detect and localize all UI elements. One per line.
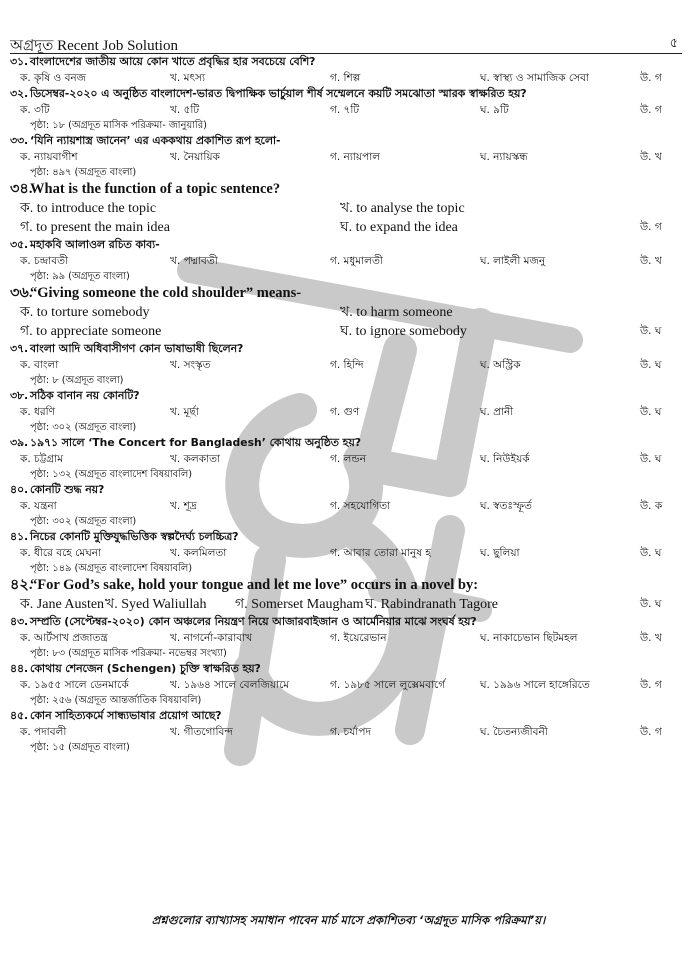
question-number: ৪১.	[10, 530, 29, 543]
option: গ. শিল্প	[330, 72, 361, 84]
question-line	[10, 529, 690, 545]
option: ঘ. ১৯৯৬ সালে হাঙ্গেরিতে	[480, 679, 590, 691]
question-text: বাংলা আদি অধিবাসীগণ কোন ভাষাভাষী ছিলেন?	[30, 342, 244, 355]
question-number: ৩৭.	[10, 342, 29, 355]
options-row	[10, 199, 690, 218]
question-line	[10, 341, 690, 357]
question-text: ১৯৭১ সালে ‘The Concert for Bangladesh’ কোথায় অনুষ্ঠিত হয়?	[30, 436, 361, 449]
option: ঘ. Rabindranath Tagore	[365, 597, 498, 612]
page-reference: পৃষ্ঠা: ৮ (অগ্রদূত বাংলা)	[30, 375, 124, 386]
question-line	[10, 661, 690, 677]
page-reference: পৃষ্ঠা: ৩০২ (অগ্রদূত বাংলা)	[30, 516, 137, 527]
option: খ. সংস্কৃত	[170, 359, 211, 371]
options-row	[10, 498, 690, 514]
question-line	[10, 482, 690, 498]
option: গ. ইয়েরেভান	[330, 632, 387, 644]
option: ঘ. স্বতঃস্ফূর্ত	[480, 500, 532, 512]
question-number: ৩১.	[10, 55, 29, 68]
option: ঘ. ন্যায়স্কন্ধ	[480, 151, 528, 163]
option: গ. মধুমালতী	[330, 255, 383, 267]
option: গ. লন্ডন	[330, 453, 367, 465]
option: গ. হিন্দি	[330, 359, 364, 371]
option: গ. আবার তোরা মানুষ হ	[330, 547, 431, 559]
question-text: ডিসেম্বর-২০২০ এ অনুষ্ঠিত বাংলাদেশ-ভারত দ্বিপাক্ষিক ভার্চুয়াল শীর্ষ সম্মেলনে কয়টি সমঝোতা স্মারক স্বাক্ষরিত হয়?	[30, 87, 527, 100]
option: ক. ধরণি	[20, 406, 56, 418]
option: খ. কলকাতা	[170, 453, 221, 465]
answer: উ. ঘ	[640, 598, 662, 610]
page-reference: পৃষ্ঠা: ৩০২ (অগ্রদূত বাংলা)	[30, 422, 137, 433]
question-text: কোনটি শুদ্ধ নয়?	[30, 483, 105, 496]
answer: উ. ঘ	[640, 359, 662, 371]
answer: উ. গ	[640, 679, 662, 691]
question-number: ৩৫.	[10, 238, 29, 251]
options-row	[10, 70, 690, 86]
option: ক. Jane Austen	[20, 597, 105, 612]
option: ঘ. স্বাস্থ্য ও সামাজিক সেবা	[480, 72, 590, 84]
question-number: ৪৩.	[10, 615, 29, 628]
option: গ. চর্যাপদ	[330, 726, 371, 738]
page-number: ৫	[669, 36, 678, 51]
option: ঘ. ৯টি	[480, 104, 509, 116]
question-item	[10, 529, 690, 576]
answer: উ. ঘ	[640, 406, 662, 418]
option: খ. মূর্ছা	[170, 406, 199, 418]
option: গ. to appreciate someone	[20, 324, 162, 339]
option: ক. ১৯৫৫ সালে ডেনমার্কে	[20, 679, 129, 691]
option: গ. ১৯৮৫ সালে লুক্সেমবার্গে	[330, 679, 446, 691]
options-row	[10, 677, 690, 693]
question-text: “Giving someone the cold shoulder” means-	[30, 285, 302, 301]
question-number: ৩৪.	[10, 181, 33, 197]
question-text: সম্প্রতি (সেপ্টেম্বর-২০২০) কোন অঞ্চলের নিয়ন্ত্রণ নিয়ে আজারবাইজান ও আর্মেনিয়ার মাঝে সংঘর্ষ হয়?	[30, 615, 477, 628]
question-text: মহাকবি আলাওল রচিত কাব্য-	[30, 238, 160, 251]
options-row	[10, 404, 690, 420]
options-row	[10, 451, 690, 467]
question-item	[10, 180, 690, 237]
option: ক. কৃষি ও বনজ	[20, 72, 87, 84]
page-header	[10, 33, 682, 54]
option: খ. নৈয়ায়িক	[170, 151, 220, 163]
option: ক. পদাবলী	[20, 726, 67, 738]
question-item	[10, 708, 690, 755]
question-text: “For God’s sake, hold your tongue and let me love” occurs in a novel by:	[30, 577, 479, 593]
question-item	[10, 341, 690, 388]
option: ঘ. প্রানী	[480, 406, 514, 418]
answer: উ. গ	[640, 726, 662, 738]
question-text: নিচের কোনটি মুক্তিযুদ্ধভিত্তিক স্বল্পদৈর্ঘ্য চলচ্চিত্র?	[30, 530, 239, 543]
options-row	[10, 630, 690, 646]
answer: উ. ক	[640, 500, 663, 512]
options-row	[10, 218, 690, 237]
answer: উ. ঘ	[640, 325, 662, 337]
option: গ. to present the main idea	[20, 220, 170, 235]
page-reference: পৃষ্ঠা: ৮৩ (অগ্রদূত মাসিক পরিক্রমা- নভেম্বর সংখ্যা)	[30, 648, 227, 659]
question-line	[10, 388, 690, 404]
question-number: ৩২.	[10, 87, 29, 100]
question-text: সঠিক বানান নয় কোনটি?	[30, 389, 140, 402]
options-row	[10, 357, 690, 373]
question-item	[10, 133, 690, 180]
question-number: ৪৪.	[10, 662, 29, 675]
option: ঘ. নিউইয়র্ক	[480, 453, 530, 465]
options-row	[10, 724, 690, 740]
option: খ. মৎস্য	[170, 72, 205, 84]
answer: উ. গ	[640, 72, 662, 84]
options-row	[10, 545, 690, 561]
options-row	[10, 253, 690, 269]
question-number: ৩৯.	[10, 436, 29, 449]
page-reference: পৃষ্ঠা: ১৫ (অগ্রদূত বাংলা)	[30, 742, 130, 753]
question-item	[10, 576, 690, 614]
option: ঘ. to expand the idea	[340, 220, 458, 235]
answer: উ. ঘ	[640, 547, 662, 559]
option: ঘ. চৈতন্যজীবনী	[480, 726, 548, 738]
option: খ. to harm someone	[340, 305, 453, 320]
question-number: ৪২.	[10, 577, 33, 593]
question-number: ৩৩.	[10, 134, 29, 147]
question-item	[10, 614, 690, 661]
option: ঘ. নাকাচেভান ছিটমহল	[480, 632, 578, 644]
question-line	[10, 435, 690, 451]
option: ক. বাংলা	[20, 359, 59, 371]
question-item	[10, 86, 690, 133]
option: গ. সহযোগিতা	[330, 500, 391, 512]
answer: উ. গ	[640, 221, 662, 233]
options-row	[10, 322, 690, 341]
page-reference: পৃষ্ঠা: ৯৯ (অগ্রদূত বাংলা)	[30, 271, 130, 282]
question-item	[10, 435, 690, 482]
question-line	[10, 54, 690, 70]
page-reference: পৃষ্ঠা: ১৮ (অগ্রদূত মাসিক পরিক্রমা- জানুয়ারি)	[30, 120, 207, 131]
option: ক. যন্ত্রনা	[20, 500, 57, 512]
answer: উ. খ	[640, 632, 662, 644]
option: ঘ. লাইলী মজনু	[480, 255, 546, 267]
option: গ. ন্যায়পাল	[330, 151, 381, 163]
question-line	[10, 576, 690, 595]
question-text: কোথায় শেনজেন (Schengen) চুক্তি স্বাক্ষরিত হয়?	[30, 662, 261, 675]
question-number: ৩৮.	[10, 389, 29, 402]
option: খ. ১৯৬৪ সালে বেলজিয়ামে	[170, 679, 290, 691]
question-item	[10, 237, 690, 284]
option: খ. কলমিলতা	[170, 547, 227, 559]
option: ঘ. to ignore somebody	[340, 324, 467, 339]
question-item	[10, 54, 690, 86]
question-item	[10, 284, 690, 341]
question-text: কোন সাহিত্যকর্মে সান্ধ্যভাষার প্রয়োগ আছে?	[30, 709, 222, 722]
answer: উ. ঘ	[640, 453, 662, 465]
option: খ. শূদ্র	[170, 500, 197, 512]
page-reference: পৃষ্ঠা: ১৩২ (অগ্রদূত বাংলাদেশ বিষয়াবলি)	[30, 469, 193, 480]
option: ক. ধীরে বহে মেঘনা	[20, 547, 102, 559]
header-title: অগ্রদূত Recent Job Solution	[10, 38, 178, 54]
question-item	[10, 482, 690, 529]
question-item	[10, 661, 690, 708]
options-row	[10, 149, 690, 165]
question-text: What is the function of a topic sentence?	[30, 181, 281, 197]
question-text: ‘যিনি ন্যায়শাস্ত্র জানেন’ এর এককথায় প্রকাশিত রূপ হলো-	[30, 134, 281, 147]
option: খ. গীতগোবিন্দ	[170, 726, 233, 738]
question-line	[10, 237, 690, 253]
option: গ. গুণ	[330, 406, 360, 418]
answer: উ. খ	[640, 151, 662, 163]
option: গ. ৭টি	[330, 104, 360, 116]
page-reference: পৃষ্ঠা: ৪৯৭ (অগ্রদূত বাংলা)	[30, 167, 137, 178]
question-line	[10, 614, 690, 630]
options-row	[10, 303, 690, 322]
option: খ. to analyse the topic	[340, 201, 465, 216]
question-line	[10, 86, 690, 102]
option: ক. to introduce the topic	[20, 201, 157, 216]
option: ক. ৩টি	[20, 104, 50, 116]
option: ঘ. ছুলিয়া	[480, 547, 520, 559]
option: খ. Syed Waliullah	[105, 597, 207, 612]
option: ক. to torture somebody	[20, 305, 150, 320]
option: গ. Somerset Maugham	[235, 597, 364, 612]
question-item	[10, 388, 690, 435]
answer: উ. খ	[640, 255, 662, 267]
option: ক. আর্টসাখ প্রজাতন্ত্র	[20, 632, 108, 644]
option: ক. ন্যায়বাগীশ	[20, 151, 78, 163]
option: ক. চট্টগ্রাম	[20, 453, 64, 465]
question-line	[10, 708, 690, 724]
option: খ. ৫টি	[170, 104, 200, 116]
question-text: বাংলাদেশের জাতীয় আয়ে কোন খাতে প্রবৃদ্ধির হার সবচেয়ে বেশি?	[30, 55, 316, 68]
question-list	[10, 54, 690, 755]
answer: উ. গ	[640, 104, 662, 116]
options-row	[10, 595, 690, 614]
question-number: ৪৫.	[10, 709, 29, 722]
question-line	[10, 133, 690, 149]
option: খ. নাগর্নো-কারাবাখ	[170, 632, 253, 644]
option: ঘ. অস্ট্রিক	[480, 359, 521, 371]
options-row	[10, 102, 690, 118]
page-reference: পৃষ্ঠা: ২৫৬ (অগ্রদূত আন্তর্জাতিক বিষয়াবলি)	[30, 695, 202, 706]
question-line	[10, 180, 690, 199]
question-line	[10, 284, 690, 303]
option: ক. চন্দ্রাবতী	[20, 255, 68, 267]
option: খ. পদ্মাবতী	[170, 255, 218, 267]
footer-note: প্রশ্নগুলোর ব্যাখ্যাসহ সমাধান পাবেন মার্চ মাসে প্রকাশিতব্য ‘অগ্রদূত মাসিক পরিক্রমা’য়।	[151, 913, 546, 927]
question-number: ৪০.	[10, 483, 29, 496]
page-reference: পৃষ্ঠা: ১৪৯ (অগ্রদূত বাংলাদেশ বিষয়াবলি)	[30, 563, 193, 574]
question-number: ৩৬.	[10, 285, 33, 301]
